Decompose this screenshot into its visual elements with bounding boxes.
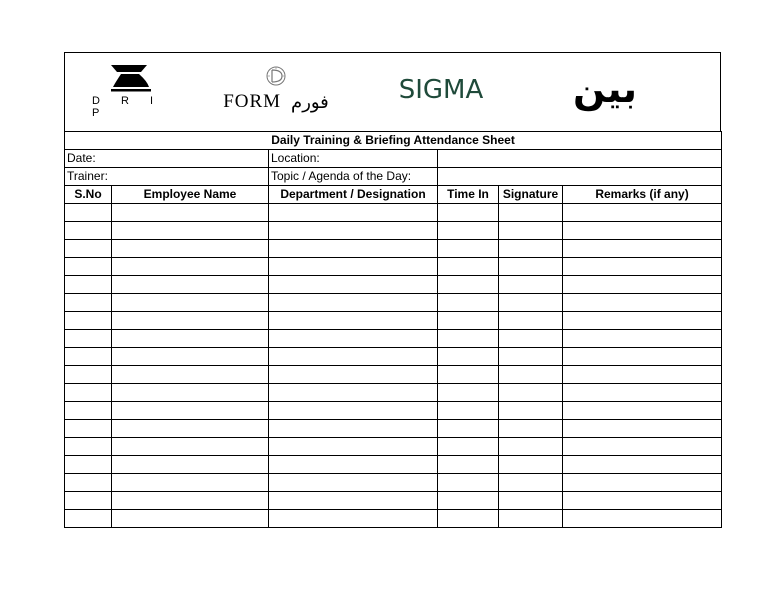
signature-cell[interactable]	[499, 348, 563, 366]
signature-cell[interactable]	[499, 402, 563, 420]
department-cell[interactable]	[269, 240, 438, 258]
signature-cell[interactable]	[499, 420, 563, 438]
sno-cell[interactable]	[65, 276, 112, 294]
sno-cell[interactable]	[65, 510, 112, 528]
department-cell[interactable]	[269, 312, 438, 330]
department-cell[interactable]	[269, 258, 438, 276]
time-in-cell[interactable]	[438, 384, 499, 402]
table-row	[65, 240, 722, 258]
signature-cell[interactable]	[499, 222, 563, 240]
department-cell[interactable]	[269, 330, 438, 348]
employee-name-cell[interactable]	[112, 294, 269, 312]
sno-cell[interactable]	[65, 492, 112, 510]
department-cell[interactable]	[269, 294, 438, 312]
time-in-cell[interactable]	[438, 456, 499, 474]
sno-cell[interactable]	[65, 222, 112, 240]
signature-cell[interactable]	[499, 366, 563, 384]
department-cell[interactable]	[269, 402, 438, 420]
time-in-cell[interactable]	[438, 276, 499, 294]
header-sno: S.No	[65, 186, 112, 204]
table-row	[65, 402, 722, 420]
trainer-topic-row	[65, 168, 722, 186]
form-emblem-icon	[262, 65, 290, 89]
employee-name-cell[interactable]	[112, 384, 269, 402]
header-remarks: Remarks (if any)	[563, 186, 722, 204]
remarks-cell[interactable]	[563, 438, 722, 456]
drip-logo-text: D R I P	[92, 95, 163, 119]
table-row	[65, 258, 722, 276]
drip-logo-icon	[107, 63, 155, 93]
bayn-logo-text: بين	[573, 67, 637, 111]
employee-name-cell[interactable]	[112, 330, 269, 348]
table-row	[65, 510, 722, 528]
table-row	[65, 384, 722, 402]
remarks-cell[interactable]	[563, 420, 722, 438]
sno-cell[interactable]	[65, 258, 112, 276]
table-row	[65, 366, 722, 384]
remarks-cell[interactable]	[563, 366, 722, 384]
department-cell[interactable]	[269, 420, 438, 438]
remarks-cell[interactable]	[563, 294, 722, 312]
remarks-cell[interactable]	[563, 222, 722, 240]
employee-name-cell[interactable]	[112, 240, 269, 258]
department-cell[interactable]	[269, 474, 438, 492]
table-row	[65, 330, 722, 348]
department-cell[interactable]	[269, 366, 438, 384]
remarks-cell[interactable]	[563, 402, 722, 420]
remarks-cell[interactable]	[563, 384, 722, 402]
signature-cell[interactable]	[499, 510, 563, 528]
sno-cell[interactable]	[65, 312, 112, 330]
sno-cell[interactable]	[65, 330, 112, 348]
sno-cell[interactable]	[65, 366, 112, 384]
table-row	[65, 420, 722, 438]
topic-field[interactable]	[438, 168, 722, 186]
sigma-logo-text: SIGMA	[398, 75, 484, 105]
time-in-cell[interactable]	[438, 348, 499, 366]
time-in-cell[interactable]	[438, 438, 499, 456]
header-employee-name: Employee Name	[112, 186, 269, 204]
header-department: Department / Designation	[269, 186, 438, 204]
signature-cell[interactable]	[499, 240, 563, 258]
employee-name-cell[interactable]	[112, 420, 269, 438]
sno-cell[interactable]	[65, 348, 112, 366]
sno-cell[interactable]	[65, 402, 112, 420]
remarks-cell[interactable]	[563, 258, 722, 276]
sno-cell[interactable]	[65, 438, 112, 456]
department-cell[interactable]	[269, 456, 438, 474]
signature-cell[interactable]	[499, 474, 563, 492]
drip-logo	[83, 61, 179, 121]
time-in-cell[interactable]	[438, 366, 499, 384]
table-row	[65, 222, 722, 240]
table-row	[65, 312, 722, 330]
remarks-cell[interactable]	[563, 492, 722, 510]
time-in-cell[interactable]	[438, 474, 499, 492]
employee-name-cell[interactable]	[112, 492, 269, 510]
time-in-cell[interactable]	[438, 420, 499, 438]
signature-cell[interactable]	[499, 330, 563, 348]
employee-name-cell[interactable]	[112, 402, 269, 420]
signature-cell[interactable]	[499, 204, 563, 222]
department-cell[interactable]	[269, 222, 438, 240]
header-signature: Signature	[499, 186, 563, 204]
logo-band	[64, 52, 721, 132]
table-row	[65, 204, 722, 222]
employee-name-cell[interactable]	[112, 510, 269, 528]
remarks-cell[interactable]	[563, 474, 722, 492]
department-cell[interactable]	[269, 438, 438, 456]
employee-name-cell[interactable]	[112, 258, 269, 276]
sno-cell[interactable]	[65, 474, 112, 492]
table-row	[65, 294, 722, 312]
time-in-cell[interactable]	[438, 294, 499, 312]
department-cell[interactable]	[269, 510, 438, 528]
remarks-cell[interactable]	[563, 240, 722, 258]
signature-cell[interactable]	[499, 384, 563, 402]
signature-cell[interactable]	[499, 312, 563, 330]
employee-name-cell[interactable]	[112, 438, 269, 456]
employee-name-cell[interactable]	[112, 204, 269, 222]
employee-name-cell[interactable]	[112, 366, 269, 384]
location-field[interactable]	[438, 150, 722, 168]
time-in-cell[interactable]	[438, 204, 499, 222]
table-row	[65, 474, 722, 492]
department-cell[interactable]	[269, 492, 438, 510]
sno-cell[interactable]	[65, 240, 112, 258]
time-in-cell[interactable]	[438, 492, 499, 510]
table-row	[65, 456, 722, 474]
bayn-logo	[535, 61, 675, 117]
employee-name-cell[interactable]	[112, 312, 269, 330]
attendance-table	[64, 131, 722, 528]
department-cell[interactable]	[269, 384, 438, 402]
signature-cell[interactable]	[499, 456, 563, 474]
time-in-cell[interactable]	[438, 222, 499, 240]
table-row	[65, 348, 722, 366]
employee-name-cell[interactable]	[112, 474, 269, 492]
table-row	[65, 492, 722, 510]
remarks-cell[interactable]	[563, 330, 722, 348]
sheet-title: Daily Training & Briefing Attendance Sheet	[65, 132, 722, 150]
form-logo-english: FORM	[223, 91, 282, 112]
signature-cell[interactable]	[499, 492, 563, 510]
employee-name-cell[interactable]	[112, 222, 269, 240]
time-in-cell[interactable]	[438, 312, 499, 330]
time-in-cell[interactable]	[438, 258, 499, 276]
time-in-cell[interactable]	[438, 330, 499, 348]
department-cell[interactable]	[269, 204, 438, 222]
trainer-label: Trainer:	[65, 168, 269, 186]
time-in-cell[interactable]	[438, 402, 499, 420]
table-row	[65, 438, 722, 456]
date-label: Date:	[65, 150, 269, 168]
sno-cell[interactable]	[65, 204, 112, 222]
remarks-cell[interactable]	[563, 276, 722, 294]
remarks-cell[interactable]	[563, 348, 722, 366]
remarks-cell[interactable]	[563, 312, 722, 330]
employee-name-cell[interactable]	[112, 456, 269, 474]
location-label: Location:	[269, 150, 438, 168]
sno-cell[interactable]	[65, 420, 112, 438]
column-header-row	[65, 186, 722, 204]
topic-label: Topic / Agenda of the Day:	[269, 168, 438, 186]
sigma-logo	[373, 65, 509, 115]
title-row	[65, 132, 722, 150]
department-cell[interactable]	[269, 276, 438, 294]
form-logo-arabic: فورم	[291, 91, 329, 113]
signature-cell[interactable]	[499, 294, 563, 312]
form-logo	[201, 53, 351, 125]
remarks-cell[interactable]	[563, 204, 722, 222]
sno-cell[interactable]	[65, 384, 112, 402]
signature-cell[interactable]	[499, 276, 563, 294]
date-location-row	[65, 150, 722, 168]
sno-cell[interactable]	[65, 456, 112, 474]
attendance-sheet	[64, 52, 721, 532]
signature-cell[interactable]	[499, 438, 563, 456]
header-time-in: Time In	[438, 186, 499, 204]
time-in-cell[interactable]	[438, 510, 499, 528]
employee-name-cell[interactable]	[112, 348, 269, 366]
sno-cell[interactable]	[65, 294, 112, 312]
table-row	[65, 276, 722, 294]
employee-name-cell[interactable]	[112, 276, 269, 294]
department-cell[interactable]	[269, 348, 438, 366]
time-in-cell[interactable]	[438, 240, 499, 258]
remarks-cell[interactable]	[563, 456, 722, 474]
remarks-cell[interactable]	[563, 510, 722, 528]
signature-cell[interactable]	[499, 258, 563, 276]
